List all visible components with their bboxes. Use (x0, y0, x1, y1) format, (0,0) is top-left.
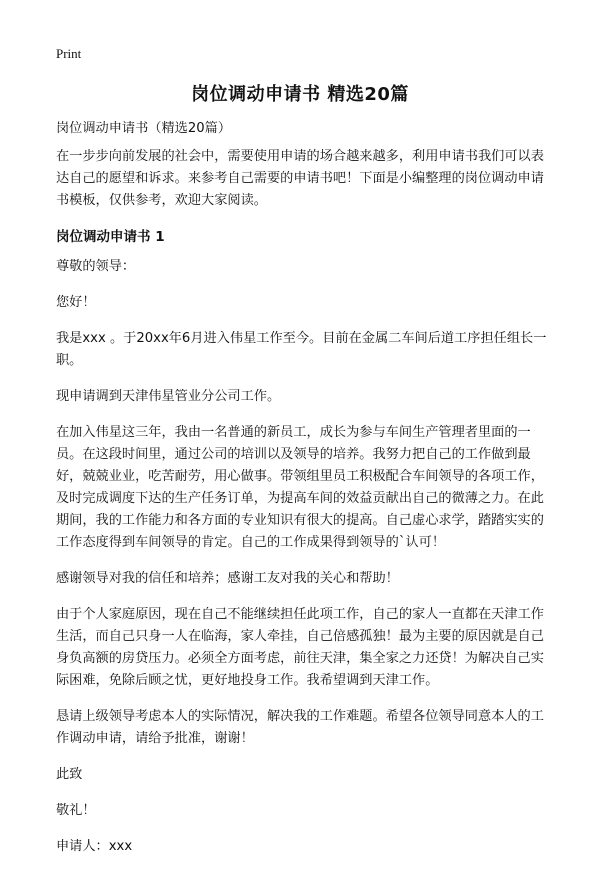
section-heading: 岗位调动申请书 1 (56, 229, 165, 245)
signature: 申请人：xxx (56, 839, 133, 854)
body-paragraph: 在加入伟星这三年，我由一名普通的新员工，成长为参与车间生产管理者里面的一员。在这段时间里，通过公司的培训以及领导的培养。我努力把自己的工作做到最好，兢兢业业，吃苦耐劳，用心做事。带领组里员工积极配合车间领导的各项工作，及时完成调度下达的生产任务订单，为提高车间的效益贡献出自己的微薄之力。在此期间，我的工作能力和各方面的专业知识有很大的提高。自己虚心求学，踏踏实实的工作态度得到车间领导的肯定。自己的工作成果得到领导的`认可！ (56, 425, 544, 550)
document-title: 岗位调动申请书 精选20篇 (191, 84, 409, 105)
salutation: 尊敬的领导： (56, 259, 136, 274)
body-paragraph: 恳请上级领导考虑本人的实际情况，解决我的工作难题。希望各位领导同意本人的工作调动申请，请给予批准，谢谢！ (56, 709, 544, 746)
body-paragraph: 感谢领导对我的信任和培养；感谢工友对我的关心和帮助！ (56, 571, 399, 586)
body-paragraph: 现申请调到天津伟星管业分公司工作。 (56, 389, 281, 404)
intro-paragraph: 在一步步向前发展的社会中，需要使用申请的场合越来越多，利用申请书我们可以表达自己的愿望和诉求。来参考自己需要的申请书吧！下面是小编整理的岗位调动申请书模板，仅供参考，欢迎大家阅读。 (56, 149, 544, 208)
print-link[interactable]: Print (56, 46, 82, 61)
greeting: 您好！ (56, 295, 96, 310)
closing-line: 此致 (56, 767, 83, 782)
body-paragraph: 我是xxx 。于20xx年6月进入伟星工作至今。目前在金属二车间后道工序担任组长一职。 (56, 331, 547, 368)
closing-line: 敬礼！ (56, 803, 96, 818)
document-subtitle: 岗位调动申请书（精选20篇） (56, 121, 232, 136)
document-body (56, 118, 550, 872)
body-paragraph: 由于个人家庭原因，现在自己不能继续担任此项工作，自己的家人一直都在天津工作生活，而自己只身一人在临海，家人牵挂，自己倍感孤独！最为主要的原因就是自己身负高额的房贷压力。必须全方面考虑，前往天津，集全家之力还贷！为解决自己实际困难，免除后顾之忧，更好地投身工作。我希望调到天津工作。 (56, 607, 544, 688)
